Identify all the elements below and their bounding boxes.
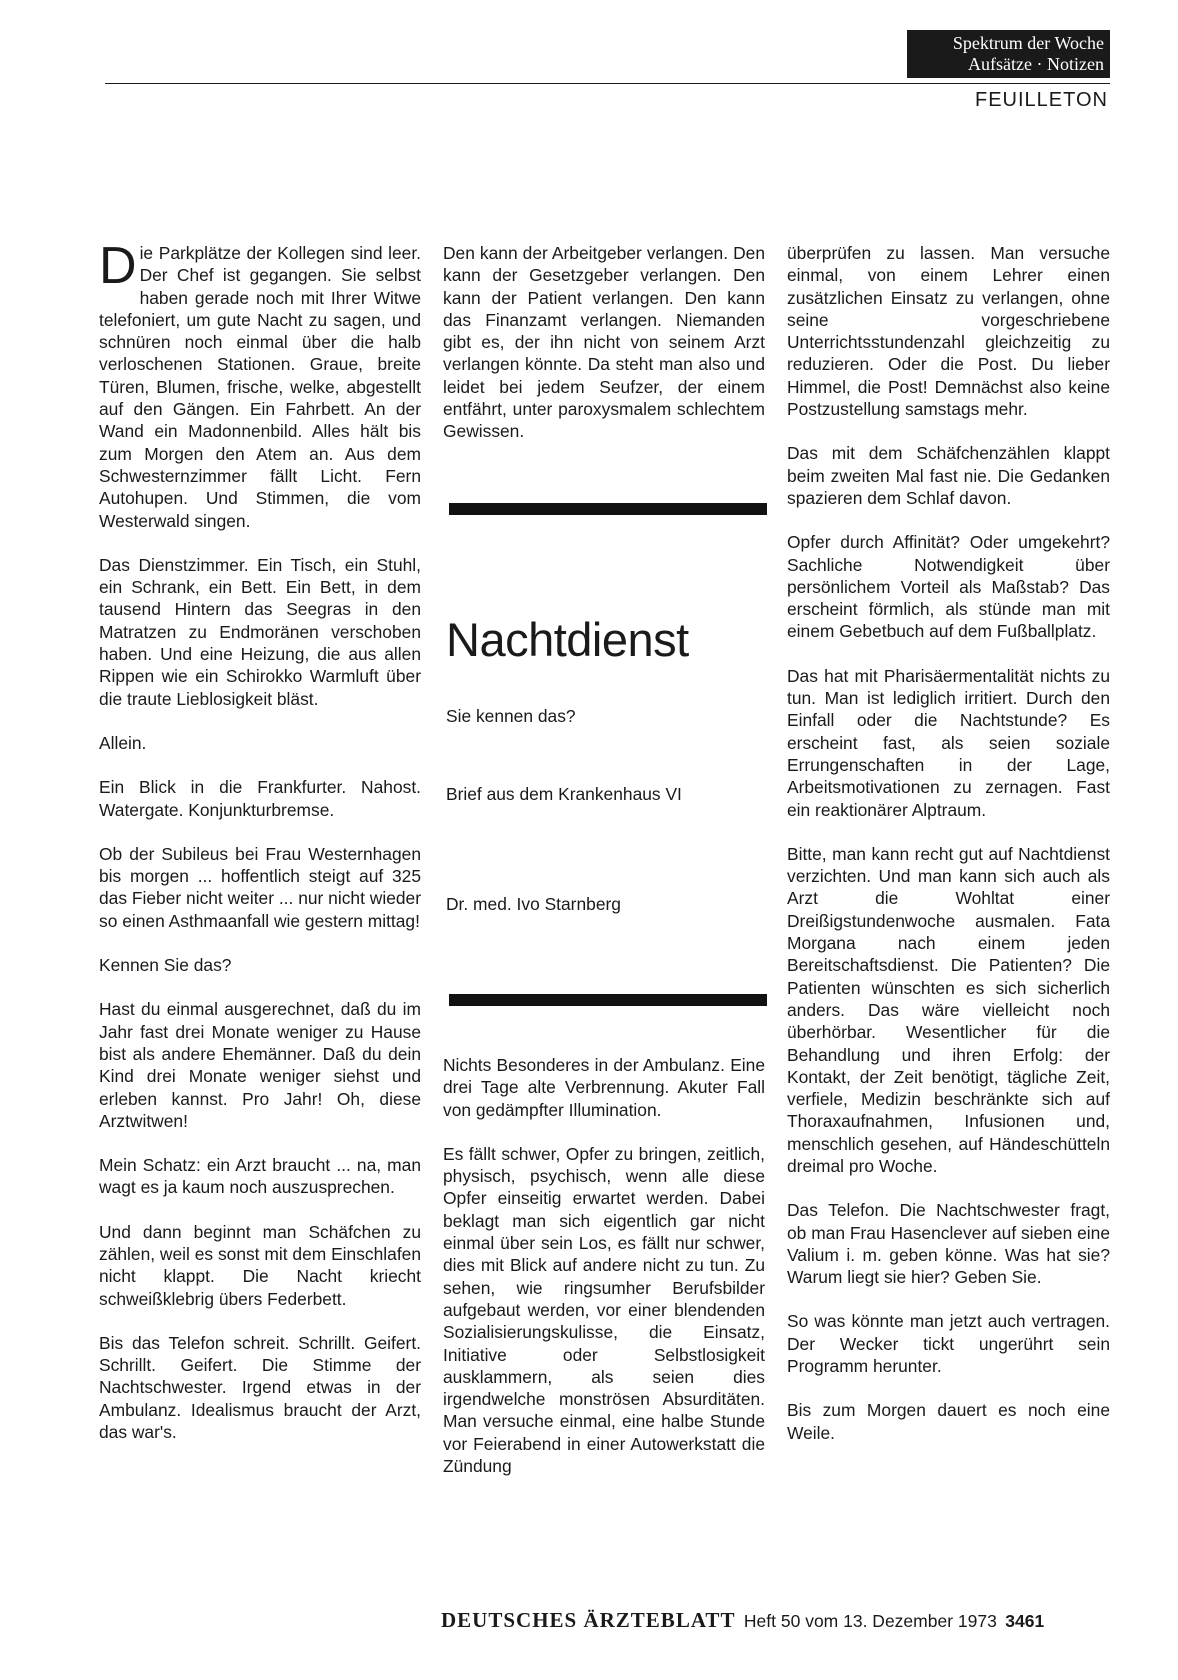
article-title: Nachtdienst: [446, 613, 689, 666]
paragraph: Mein Schatz: ein Arzt braucht ... na, man wagt es ja kaum noch auszusprechen.: [99, 1155, 421, 1198]
page-number: 3461: [1005, 1611, 1045, 1631]
paragraph: Hast du einmal ausgerechnet, daß du im Jahr fast drei Monate weniger zu Hause bist als andere Ehemänner. Daß du dein Kind drei Monate weniger siehst und erleben kannst. Pro Jahr! Oh, diese Arztwitwen!: [99, 999, 421, 1131]
journal-masthead: DEUTSCHES ÄRZTEBLATT: [441, 1608, 736, 1632]
paragraph: So was könnte man jetzt auch vertragen. Der Wecker tickt ungerührt sein Programm herunter.: [787, 1311, 1110, 1377]
section-label: FEUILLETON: [975, 89, 1108, 111]
paragraph: Kennen Sie das?: [99, 955, 232, 976]
paragraph: Nichts Besonderes in der Ambulanz. Eine drei Tage alte Verbrennung. Akuter Fall von gedämpfter Illumination.: [443, 1055, 765, 1120]
header-badge: [907, 30, 1110, 78]
title-rule-top: [449, 503, 767, 515]
paragraph: Bitte, man kann recht gut auf Nachtdienst verzichten. Und man kann sich auch als Arzt die Wohltat einer Dreißigstundenwoche ausmalen. Fata Morgana nach einem jeden Bereitschaftsdienst. Die Patienten? Die Patienten wünschten es sich sicherlich anders. Das wäre vielleicht noch überhörbar. Wesentlicher für die Behandlung und ihren Erfolg: der Kontakt, der Zeit benötigt, tägliche Zeit, verfiele, Medizin beschränkte sich auf Thoraxaufnahmen, Infusionen und, menschlich gesehen, auf Händeschütteln dreimal pro Woche.: [787, 843, 1110, 1176]
paragraph: [99, 237, 421, 532]
paragraph: Das mit dem Schäfchenzählen klappt beim zweiten Mal fast nie. Die Gedanken spazieren dem Schlaf davon.: [787, 443, 1110, 508]
paragraph: Das hat mit Pharisäermentalität nichts zu tun. Man ist lediglich irritiert. Durch den Einfall oder die Nachtstunde? Es erscheint fast, als seien soziale Errungenschaften in der Lage, Arbeitsmotivationen zu zernagen. Fast ein reaktionärer Alptraum.: [787, 665, 1110, 820]
paragraph-text: ie Parkplätze der Kollegen sind leer. Der Chef ist gegangen. Sie selbst haben gerade noch mit Ihrer Witwe telefoniert, um gute Nacht zu sagen, und schnüren noch einmal über die halb verloschenen Stationen. Graue, breite Türen, Blumen, frische, welke, abgestellt auf den Gängen. Ein Fahrbett. An der Wand ein Madonnenbild. Alles hält bis zum Morgen den Atem an. Aus dem Schwesternzimmer fällt Licht. Fern Autohupen. Und Stimmen, die vom Westerwald singen.: [99, 243, 421, 531]
paragraph: Opfer durch Affinität? Oder umgekehrt? Sachliche Notwendigkeit über persönlichem Vorteil als Maßstab? Das erscheint förmlich, als stünde man mit einem Gebetbuch auf dem Fußballplatz.: [787, 532, 1110, 642]
page-footer: [441, 1608, 1044, 1633]
paragraph: Es fällt schwer, Opfer zu bringen, zeitlich, physisch, psychisch, wenn alle diese Opfer einseitig erwartet werden. Dabei beklagt man sich eigentlich gar nicht einmal über sein Los, es fällt nur schwer, dies mit Blick auf andere nicht zu tun. Zu sehen, wie ringsumher Berufsbilder aufgebaut werden, vor einer blendenden Sozialisierungskulisse, die Einsatz, Initiative oder Selbstlosigkeit ausklammern, als seien dies irgendwelche monströsen Absurditäten. Man versuche einmal, eine halbe Stunde vor Feierabend in einer Autowerkstatt die Zündung: [443, 1143, 765, 1477]
article-author: Dr. med. Ivo Starnberg: [446, 894, 621, 914]
paragraph: Das Telefon. Die Nachtschwester fragt, ob man Frau Hasenclever auf sieben eine Valium i. m. geben könne. Was hat sie? Warum liegt sie hier? Geben Sie.: [787, 1200, 1110, 1288]
article-series: Brief aus dem Krankenhaus VI: [446, 784, 682, 804]
paragraph: Bis zum Morgen dauert es noch eine Weile.: [787, 1400, 1110, 1443]
header-badge-line-1: Spektrum der Woche: [952, 33, 1104, 53]
paragraph: Den kann der Arbeitgeber verlangen. Den kann der Gesetzgeber verlangen. Den kann der Patient verlangen. Den kann das Finanzamt verlangen. Niemanden gibt es, der ihn nicht von seinem Arzt verlangen könnte. Da steht man also und leidet bei jedem Seufzer, der einem entfährt, unter paroxysmalem schlechtem Gewissen.: [443, 243, 765, 442]
column-2-bottom: [443, 1054, 765, 1477]
dropcap: D: [99, 237, 137, 295]
article-subtitle: Sie kennen das?: [446, 706, 576, 726]
title-rule-bottom: [449, 994, 767, 1006]
paragraph: Und dann beginnt man Schäfchen zu zählen, weil es sonst mit dem Einschlafen nicht klappt. Die Nacht kriecht schweißklebrig übers Federbett.: [99, 1221, 421, 1309]
paragraph: Das Dienstzimmer. Ein Tisch, ein Stuhl, ein Schrank, ein Bett. Ein Bett, in dem tausend Hintern das Seegras in den Matratzen zu Endmoränen verschoben haben. Und eine Heizung, die aus allen Rippen wie ein Schirokko Warmluft über die traute Lieblosigkeit bläst.: [99, 554, 421, 709]
header-badge-line-2: Aufsätze · Notizen: [968, 54, 1104, 74]
paragraph: Ein Blick in die Frankfurter. Nahost. Watergate. Konjunkturbremse.: [99, 777, 421, 820]
column-2-top: [443, 242, 765, 443]
paragraph: Ob der Subileus bei Frau Westernhagen bis morgen ... hoffentlich steigt auf 325 das Fieber nicht weiter ... nur nicht wieder so einen Asthmaanfall wie gestern mittag!: [99, 843, 421, 931]
paragraph: Bis das Telefon schreit. Schrillt. Geifert. Schrillt. Geifert. Die Stimme der Nachtschwester. Irgend etwas in der Ambulanz. Idealismus braucht der Arzt, das war's.: [99, 1332, 421, 1443]
header-rule: [105, 83, 1110, 84]
column-1: [99, 237, 421, 1443]
issue-info: Heft 50 vom 13. Dezember 1973: [743, 1611, 997, 1631]
paragraph: überprüfen zu lassen. Man versuche einmal, von einem Lehrer einen zusätzlichen Einsatz zu verlangen, ohne seine vorgeschriebene Unterrichtsstundenzahl gleichzeitig zu reduzieren. Oder die Post. Du lieber Himmel, die Post! Demnächst also keine Postzustellung samstags mehr.: [787, 243, 1110, 420]
column-3: [787, 242, 1110, 1444]
paragraph: Allein.: [99, 732, 147, 753]
